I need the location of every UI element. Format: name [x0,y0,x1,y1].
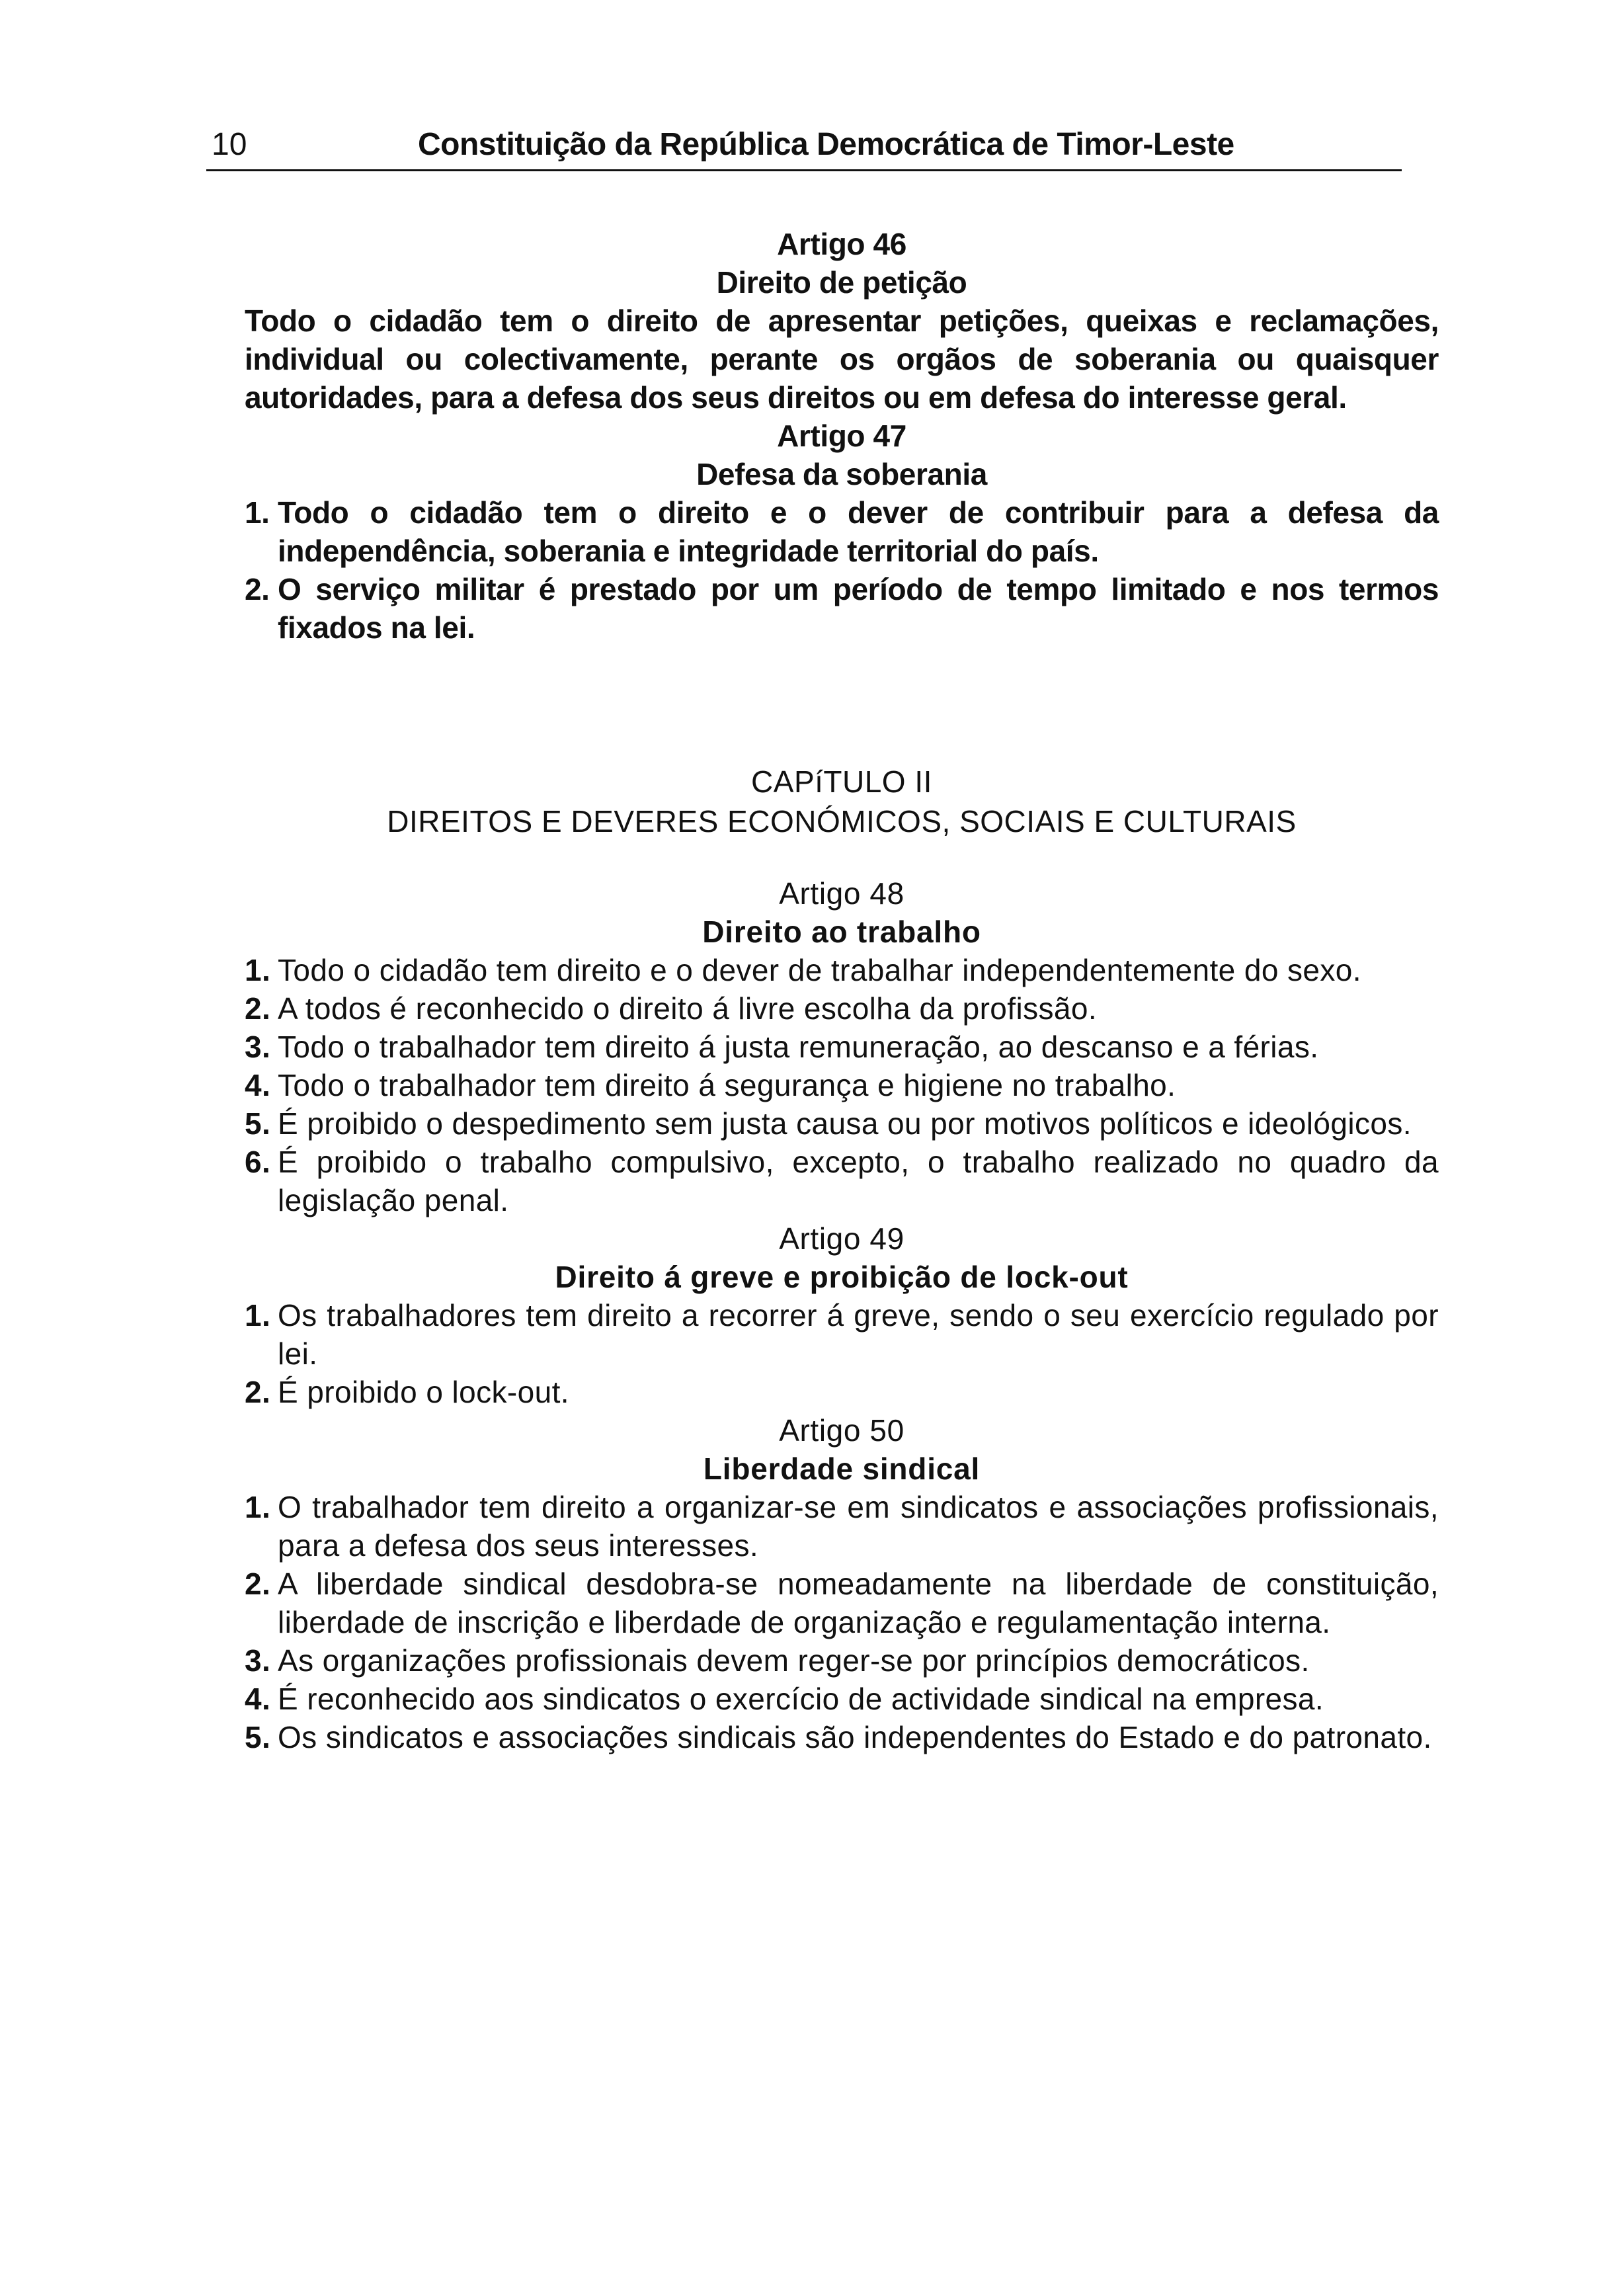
article-50-title: Liberdade sindical [703,1452,981,1486]
section-articles-46-47 [245,225,1439,647]
list-item [245,1143,1439,1219]
item-number: 6. [245,1145,271,1179]
list-item [245,493,1439,570]
list-item [245,1373,1439,1411]
item-text: Todo o trabalhador tem direito á segurança e higiene no trabalho. [278,1068,1176,1102]
article-48-items [245,951,1439,1219]
article-49-items [245,1296,1439,1411]
list-item [245,570,1439,647]
item-text: É proibido o despedimento sem justa causa ou por motivos políticos e ideológicos. [278,1106,1412,1141]
page-number: 10 [212,127,247,162]
article-48-number: Artigo 48 [779,876,904,911]
item-number: 1. [245,953,271,987]
article-46-text: Todo o cidadão tem o direito de apresentar petições, queixas e reclamações, individual ou colectivamente, perante os orgãos de soberania ou quaisquer autoridades, para a defesa dos seus direitos ou em defesa do interesse geral. [245,304,1439,415]
section-articles-48-50 [245,874,1439,1756]
article-46-number: Artigo 46 [777,227,906,261]
article-47-items [245,493,1439,647]
item-number: 3. [245,1030,271,1064]
item-number: 1. [245,1298,271,1332]
page-header [206,116,1402,171]
chapter-title: DIREITOS E DEVERES ECONÓMICOS, SOCIAIS E CULTURAIS [387,804,1297,839]
item-text: Todo o cidadão tem o direito e o dever de contribuir para a defesa da independência, soberania e integridade territorial do país. [278,495,1439,568]
item-number: 2. [245,1567,271,1601]
item-text: O trabalhador tem direito a organizar-se em sindicatos e associações profissionais, para a defesa dos seus interesses. [278,1490,1439,1563]
chapter-heading [245,762,1439,841]
item-number: 5. [245,1720,271,1754]
item-number: 2. [245,572,270,606]
item-number: 5. [245,1106,271,1141]
list-item [245,1104,1439,1143]
item-number: 2. [245,1375,271,1409]
list-item [245,1718,1439,1756]
item-text: As organizações profissionais devem reger-se por princípios democráticos. [278,1643,1310,1678]
item-text: É reconhecido aos sindicatos o exercício de actividade sindical na empresa. [278,1682,1324,1716]
list-item [245,1296,1439,1373]
item-text: Os sindicatos e associações sindicais são independentes do Estado e do patronato. [278,1720,1432,1754]
list-item [245,1028,1439,1066]
item-text: É proibido o trabalho compulsivo, excepto, o trabalho realizado no quadro da legislação penal. [278,1145,1439,1217]
article-47-title: Defesa da soberania [696,457,987,491]
article-49-number: Artigo 49 [779,1221,904,1256]
article-50-items [245,1488,1439,1756]
list-item [245,1488,1439,1565]
item-text: A todos é reconhecido o direito á livre escolha da profissão. [278,991,1098,1026]
article-50-number: Artigo 50 [779,1413,904,1448]
list-item [245,1641,1439,1680]
list-item [245,1680,1439,1718]
list-item [245,1066,1439,1104]
item-text: A liberdade sindical desdobra-se nomeadamente na liberdade de constituição, liberdade de inscrição e liberdade de organização e regulamentação interna. [278,1567,1439,1639]
item-number: 4. [245,1068,271,1102]
chapter-label: CAPíTULO II [751,764,932,799]
item-number: 1. [245,1490,271,1524]
article-48-title: Direito ao trabalho [702,915,981,949]
item-number: 2. [245,991,271,1026]
item-text: Todo o trabalhador tem direito á justa remuneração, ao descanso e a férias. [278,1030,1319,1064]
item-text: O serviço militar é prestado por um período de tempo limitado e nos termos fixados na lei. [278,572,1439,645]
article-47-number: Artigo 47 [777,419,906,453]
article-46-title: Direito de petição [716,265,967,300]
item-text: Os trabalhadores tem direito a recorrer á greve, sendo o seu exercício regulado por lei. [278,1298,1439,1371]
item-number: 3. [245,1643,271,1678]
item-text: É proibido o lock-out. [278,1375,569,1409]
document-title: Constituição da República Democrática de Timor-Leste [418,127,1234,162]
item-text: Todo o cidadão tem direito e o dever de trabalhar independentemente do sexo. [278,953,1361,987]
list-item [245,1565,1439,1641]
item-number: 4. [245,1682,271,1716]
item-number: 1. [245,495,270,530]
list-item [245,951,1439,989]
article-49-title: Direito á greve e proibição de lock-out [555,1260,1129,1294]
list-item [245,989,1439,1028]
